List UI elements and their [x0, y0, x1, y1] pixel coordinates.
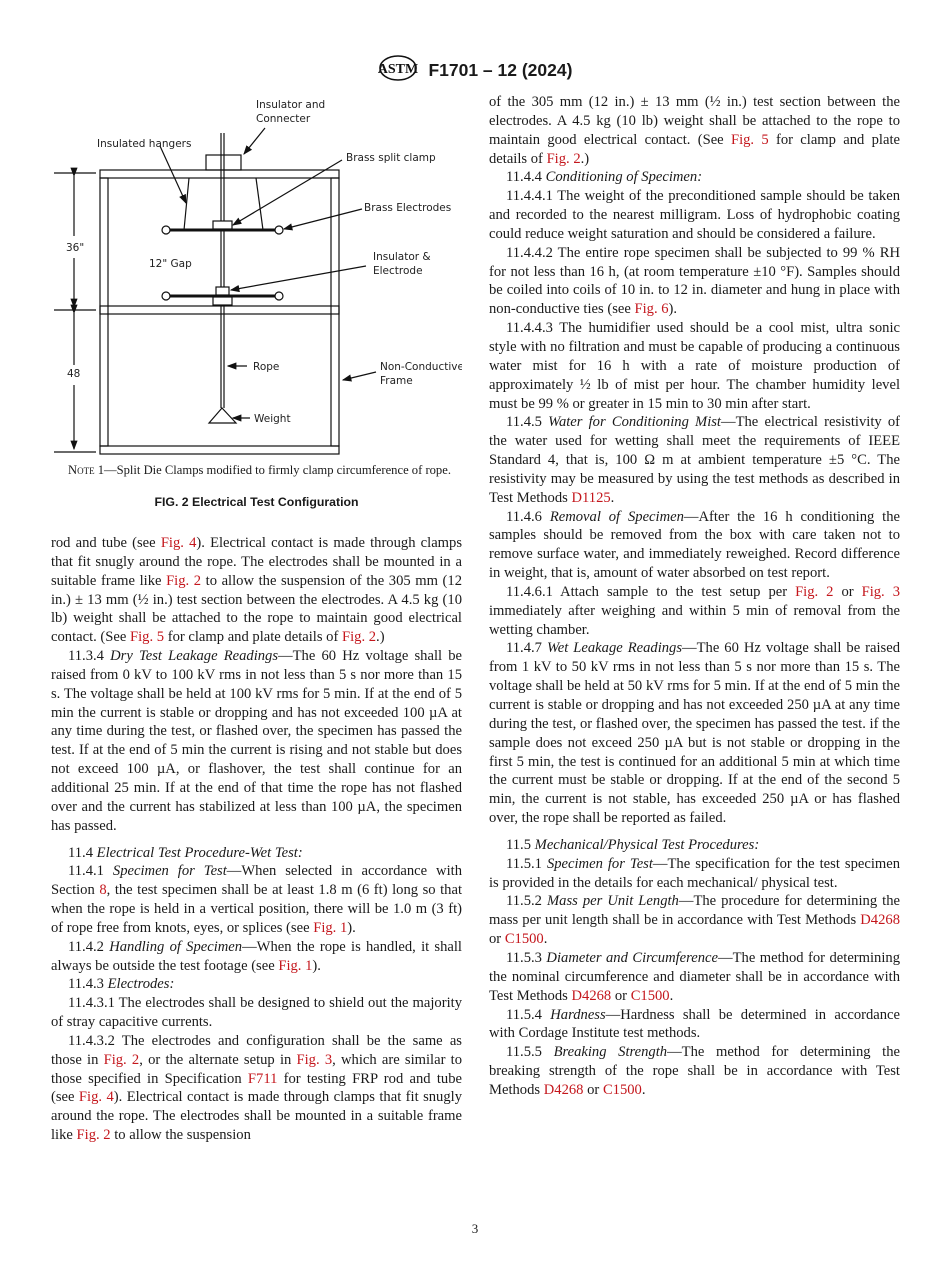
- link-d4268[interactable]: D4268: [571, 987, 612, 1004]
- link-fig-2[interactable]: Fig. 2: [795, 583, 834, 600]
- section-11-4-1: 11.4.1 Specimen for Test—When selected in accordance with Section 8, the test specimen shall be at least 1.8 m (6 ft) long so that when the rope is held in a vertical position, there will be 1.0 m (3 ft) of rope free from knots, eyes, or splices (see Fig. 1).: [51, 863, 463, 936]
- label-frame-2: Frame: [380, 375, 413, 387]
- page-number: 3: [471, 1221, 479, 1236]
- section-11-4-5: 11.4.5 Water for Conditioning Mist—The electrical resistivity of the water used for wetting shall meet the requirements of IEEE Standard 4, that is, 100 Ω m at ambient temperature ±5 °C. The resistivity may be measured by using the test methods as described in Test Methods D1125.: [489, 414, 900, 506]
- section-11-4-4-1: 11.4.4.1 The weight of the preconditioned sample should be taken and recorded to the nearest milligram. Loss of hydrophobic coating could reduce weight saturation and should be considered a failure.: [489, 188, 900, 242]
- astm-logo-icon: [378, 55, 418, 86]
- link-d4268[interactable]: D4268: [543, 1081, 584, 1098]
- label-dim-36: 36": [66, 242, 85, 254]
- section-11-4-4: 11.4.4 Conditioning of Specimen:: [506, 169, 703, 186]
- link-fig-6[interactable]: Fig. 6: [634, 301, 669, 318]
- link-fig-2[interactable]: Fig. 2: [103, 1051, 140, 1068]
- link-fig-3[interactable]: Fig. 3: [861, 583, 900, 600]
- link-fig-3[interactable]: Fig. 3: [296, 1051, 333, 1068]
- section-11-3-4: 11.3.4 Dry Test Leakage Readings—The 60 Hz voltage shall be raised from 0 kV to 100 kV rms in not less than 5 s nor more than 15 s. The voltage shall be held at 100 kV rms for 5 min. If at the end of 5 min the current is stable or dropping and has not exceeded 100 µA at any time during the test, or flashed over, the specimen has passed the test. If at the end of 5 min the current is rising and not stable but does not exceed 100 µA, or flashover, the test shall continue for an additional 25 min. If at the end of that time the rope has not flashed over and the current has stabilized at less than 100 µA, the specimen has passed.: [51, 648, 463, 834]
- label-brass-split-clamp: Brass split clamp: [346, 152, 436, 164]
- section-11-5-5: 11.5.5 Breaking Strength—The method for determining the breaking strength of the rope shall be in accordance with Test Methods D4268 or C1500.: [489, 1044, 901, 1098]
- label-insulated-hangers: Insulated hangers: [97, 138, 192, 150]
- svg-text:ASTM: ASTM: [377, 62, 418, 77]
- left-column: [51, 534, 462, 1145]
- note-text: 1—Split Die Clamps modified to firmly clamp circumference of rope.: [94, 463, 451, 477]
- link-d1125[interactable]: D1125: [571, 489, 611, 506]
- section-11-5-1: 11.5.1 Specimen for Test—The specification for the test specimen is provided in the details for each mechanical/ physical test.: [489, 855, 900, 891]
- label-brass-electrodes: Brass Electrodes: [364, 202, 452, 214]
- paragraph: rod and tube (see Fig. 4). Electrical contact is made through clamps that fit snugly around the rope. The electrodes shall be mounted in a suitable frame like Fig. 2 to allow the suspension of the 305 mm (12 in.) ± 13 mm (½ in.) test section between the electrodes. A 4.5 kg (10 lb) weight shall be attached to the rope to maintain good electrical contact. (See Fig. 5 for clamp and plate details of Fig. 2.): [51, 535, 463, 646]
- label-dim-48: 48: [67, 368, 81, 380]
- link-fig-5[interactable]: Fig. 5: [130, 629, 165, 646]
- note-label: Note: [68, 463, 95, 477]
- right-column: [489, 93, 900, 1100]
- link-d4268[interactable]: D4268: [860, 912, 900, 929]
- section-11-5-3: 11.5.3 Diameter and Circumference—The method for determining the nominal circumference and diameter shall be in accordance with Test Methods D4268 or C1500.: [489, 949, 901, 1004]
- link-f711[interactable]: F711: [247, 1070, 278, 1087]
- section-11-4-4-2: 11.4.4.2 The entire rope specimen shall be subjected to 99 % RH for not less than 16 h, (at room temperature ±10 °F). Samples should be coiled into coils of 10 in. to 12 in. diameter and hung in place with non-conductive ties (see Fig. 6).: [489, 244, 900, 318]
- figure-2-diagram: [51, 93, 462, 465]
- link-fig-2[interactable]: Fig. 2: [76, 1127, 111, 1144]
- link-fig-5[interactable]: Fig. 5: [730, 131, 769, 148]
- link-section-8[interactable]: 8: [99, 882, 107, 899]
- figure-caption: FIG. 2 Electrical Test Configuration: [154, 495, 359, 509]
- link-c1500[interactable]: C1500: [504, 931, 544, 948]
- label-frame: Non-Conductive: [380, 361, 462, 373]
- label-insulator-connecter-2: Connecter: [256, 113, 311, 125]
- document-title: F1701 – 12 (2024): [428, 60, 573, 80]
- section-11-5-2: 11.5.2 Mass per Unit Length—The procedure for determining the mass per unit length shall be in accordance with Test Methods D4268 or C1500.: [489, 893, 900, 948]
- paragraph: of the 305 mm (12 in.) ± 13 mm (½ in.) test section between the electrodes. A 4.5 kg (10 lb) weight shall be attached to the rope to maintain good electrical contact. (See Fig. 5 for clamp and plate details of Fig. 2.): [489, 94, 900, 167]
- link-fig-1[interactable]: Fig. 1: [313, 919, 348, 936]
- page-header: [0, 55, 950, 86]
- section-11-5-heading: 11.5 Mechanical/Physical Test Procedures:: [506, 836, 760, 853]
- label-insulator-electrode-2: Electrode: [373, 265, 423, 277]
- link-fig-2[interactable]: Fig. 2: [546, 150, 581, 167]
- link-fig-4[interactable]: Fig. 4: [78, 1089, 114, 1106]
- section-11-4-4-3: 11.4.4.3 The humidifier used should be a cool mist, ultra sonic style with no filtration and must be capable of producing a continuous water mist for 16 h with a rate of moisture production of approximately ½ lb of mist per hour. The chamber humidity level must be 99 % or greater in 15 min to 30 min after start.: [489, 320, 900, 412]
- label-rope: Rope: [253, 361, 280, 373]
- link-fig-1[interactable]: Fig. 1: [278, 957, 313, 974]
- label-weight: Weight: [254, 413, 291, 425]
- section-11-4-2: 11.4.2 Handling of Specimen—When the rope is handled, it shall always be outside the test footage (see Fig. 1).: [51, 938, 462, 974]
- link-fig-4[interactable]: Fig. 4: [160, 535, 197, 551]
- link-fig-2[interactable]: Fig. 2: [166, 572, 202, 589]
- label-gap: 12" Gap: [149, 258, 192, 270]
- label-insulator-connecter: Insulator and: [256, 99, 326, 111]
- section-11-4-3-1: 11.4.3.1 The electrodes shall be designed to shield out the majority of stray capacitive currents.: [51, 995, 462, 1031]
- section-11-4-6: 11.4.6 Removal of Specimen—After the 16 h conditioning the samples should be removed from the box with care taken not to remove surface water, and immediately reweighed. Record difference in weight, that is, amount of water absorbed on test report.: [489, 508, 901, 582]
- section-11-4-heading: 11.4 Electrical Test Procedure-Wet Test:: [68, 844, 303, 861]
- section-11-4-6-1: 11.4.6.1 Attach sample to the test setup per Fig. 2 or Fig. 3 immediately after weighing and within 5 min of removal from the wetting chamber.: [489, 583, 900, 638]
- section-11-4-3: 11.4.3 Electrodes:: [68, 976, 175, 993]
- link-c1500[interactable]: C1500: [630, 987, 670, 1004]
- label-insulator-electrode: Insulator &: [373, 251, 431, 263]
- link-c1500[interactable]: C1500: [602, 1081, 642, 1098]
- section-11-4-3-2: 11.4.3.2 The electrodes and configuration shall be the same as those in Fig. 2, or the alternate setup in Fig. 3, which are similar to those specified in Specification F711 for testing FRP rod and tube (see Fig. 4). Electrical contact is made through clamps that fit snugly around the rope. The electrodes shall be mounted in a suitable frame like Fig. 2 to allow the suspension: [51, 1032, 462, 1144]
- link-fig-2[interactable]: Fig. 2: [341, 629, 377, 646]
- figure-note: [51, 462, 462, 479]
- section-11-5-4: 11.5.4 Hardness—Hardness shall be determined in accordance with Cordage Institute test methods.: [489, 1006, 901, 1042]
- section-11-4-7: 11.4.7 Wet Leakage Readings—The 60 Hz voltage shall be raised from 1 kV to 50 kV rms in not less than 5 s nor more than 15 s. The voltage shall be held at 50 kV rms for 5 min. If at the end of 5 min the current is stable or dropping and has not exceeded 250 µA at any time during the test, or flashed over, the specimen has passed the test. if the sample does not exceed 250 µA but is not stable or dropping in the first 5 min, the test is continued for an additional 5 min at which time the current must be stable or dropping. If at the end of the second 5 min, the current is not stable, has exceeded 250 µA or has flashed over, the rope shall be reported as failed.: [489, 640, 901, 827]
